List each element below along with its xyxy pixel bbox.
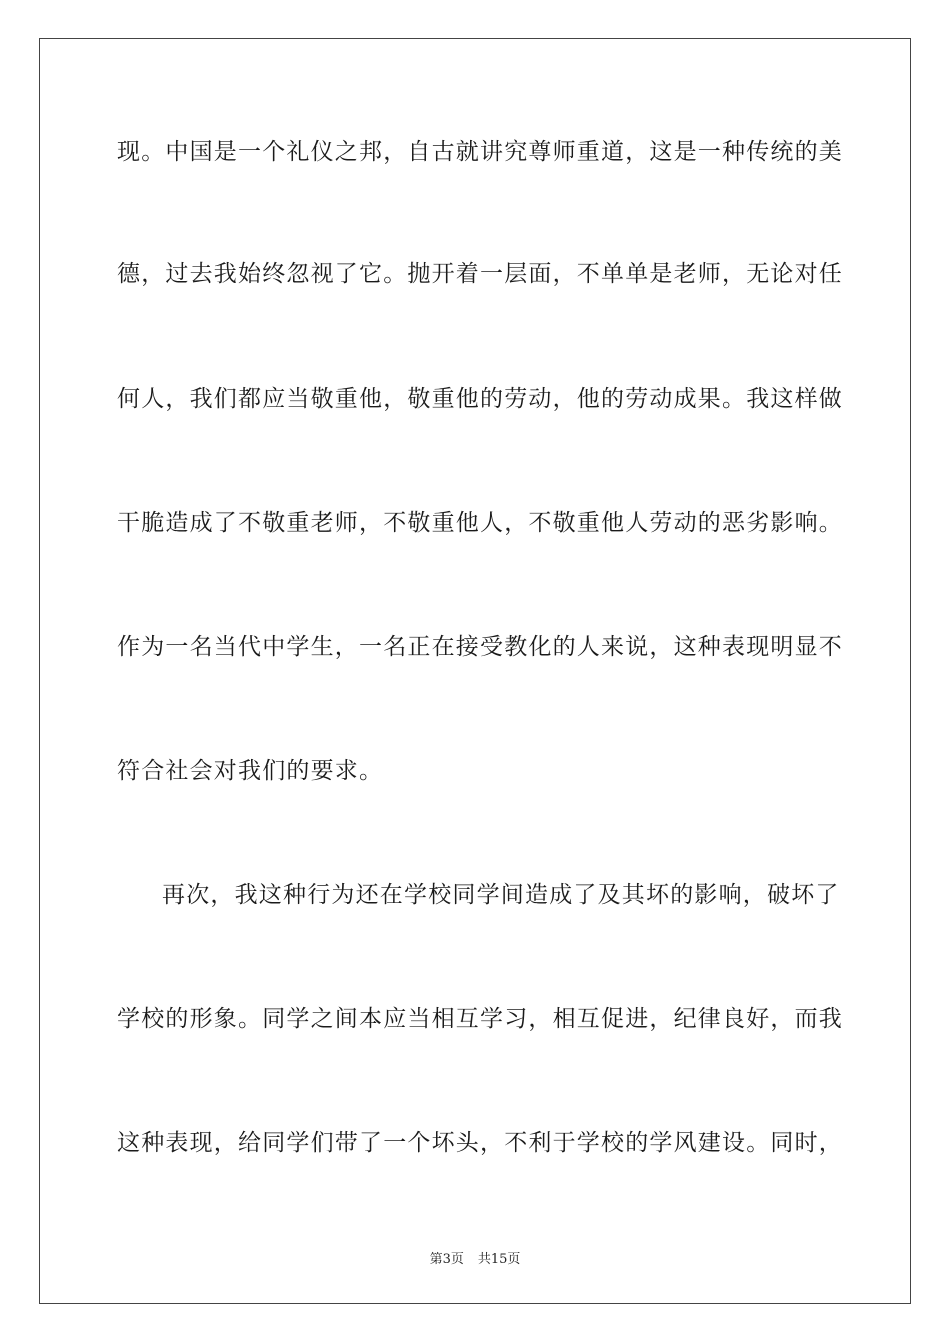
text-line-6: 符合社会对我们的要求。 bbox=[117, 758, 384, 784]
text-line-4: 干脆造成了不敬重老师，不敬重他人，不敬重他人劳动的恶劣影响。 bbox=[117, 510, 843, 536]
text-line-5: 作为一名当代中学生，一名正在接受教化的人来说，这种表现明显不 bbox=[117, 634, 843, 660]
total-pages: 共15页 bbox=[477, 1252, 521, 1267]
text-line-1: 现。中国是一个礼仪之邦，自古就讲究尊师重道，这是一种传统的美 bbox=[117, 139, 843, 165]
text-line-2: 德，过去我始终忽视了它。抛开着一层面，不单单是老师，无论对任 bbox=[117, 261, 843, 287]
page-number: 第3页 bbox=[429, 1252, 464, 1267]
text-line-8: 学校的形象。同学之间本应当相互学习，相互促进，纪律良好，而我 bbox=[117, 1006, 843, 1032]
text-line-7: 再次，我这种行为还在学校同学间造成了及其坏的影响，破坏了 bbox=[162, 882, 840, 908]
text-line-9: 这种表现，给同学们带了一个坏头，不利于学校的学风建设。同时， bbox=[117, 1130, 843, 1156]
page-frame bbox=[39, 38, 911, 1304]
page-footer bbox=[0, 1248, 950, 1267]
text-line-3: 何人，我们都应当敬重他，敬重他的劳动，他的劳动成果。我这样做 bbox=[117, 386, 843, 412]
